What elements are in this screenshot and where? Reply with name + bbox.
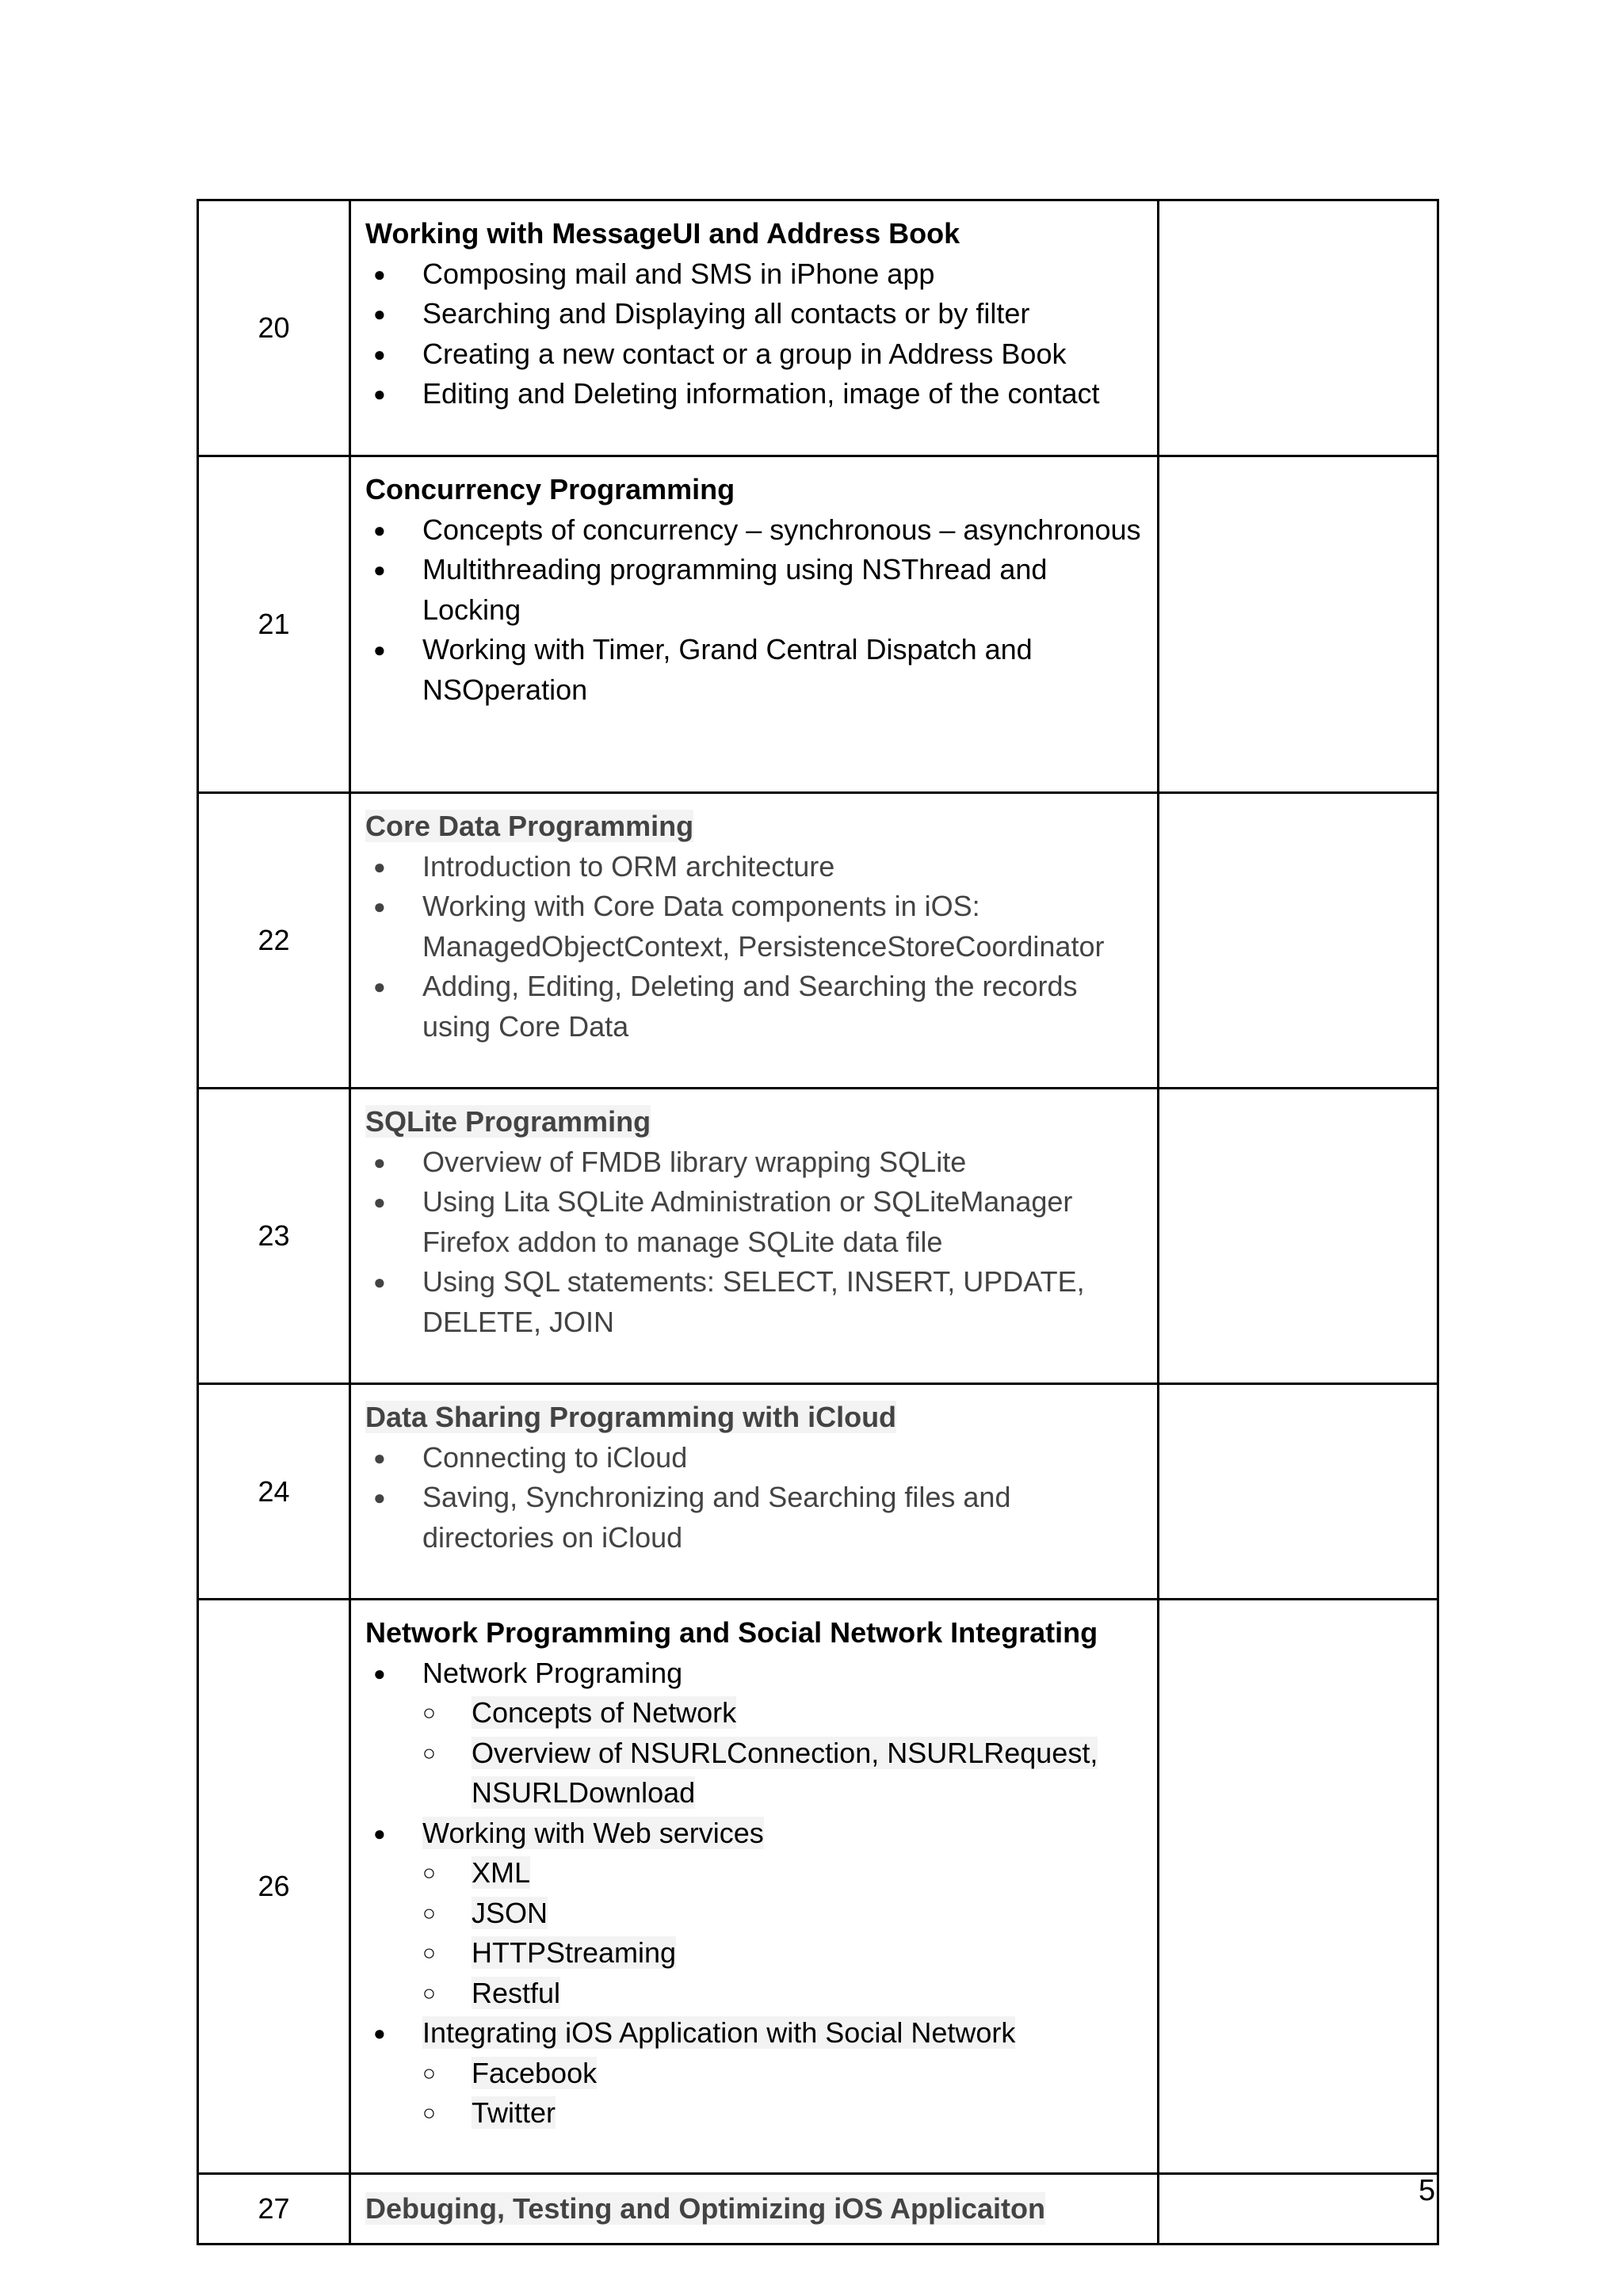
- list-item: ● Connecting to iCloud: [365, 1438, 1146, 1478]
- sub-list-item-label: Restful: [472, 1976, 561, 2009]
- topic-list: [365, 510, 1146, 711]
- list-item: ● Adding, Editing, Deleting and Searching the records using Core Data: [365, 967, 1146, 1047]
- topic-title: Debuging, Testing and Optimizing iOS Applicaiton: [365, 2191, 1045, 2225]
- list-item: ● Overview of FMDB library wrapping SQLite: [365, 1142, 1146, 1183]
- sub-list-item-label: XML: [472, 1856, 531, 1889]
- sub-list-item: [422, 1853, 1146, 1894]
- session-number: 26: [198, 1600, 350, 2174]
- topic-title: Network Programming and Social Network Integrating: [365, 1616, 1098, 1649]
- list-item: ● Composing mail and SMS in iPhone app: [365, 254, 1146, 295]
- sub-list-item: [422, 1894, 1146, 1934]
- session-number: 27: [198, 2174, 350, 2245]
- session-content: [350, 456, 1159, 793]
- list-item: ● Introduction to ORM architecture: [365, 847, 1146, 887]
- notes-cell: [1159, 200, 1438, 456]
- list-item: ● Working with Core Data components in iOS: ManagedObjectContext, PersistenceStoreCoordinator: [365, 887, 1146, 967]
- list-item: [365, 2013, 1146, 2134]
- topic-title: Core Data Programming: [365, 810, 694, 842]
- notes-cell: [1159, 456, 1438, 793]
- sub-list-item: [422, 1693, 1146, 1733]
- session-content: [350, 2174, 1159, 2245]
- notes-cell: [1159, 2174, 1438, 2245]
- sub-list-item: [422, 2093, 1146, 2134]
- list-item: [365, 1814, 1146, 2014]
- list-item: ● Concepts of concurrency – synchronous – asynchronous: [365, 510, 1146, 551]
- topic-title: Concurrency Programming: [365, 473, 735, 505]
- table-row: [198, 793, 1438, 1089]
- topic-list: [365, 847, 1146, 1047]
- session-content: [350, 1600, 1159, 2174]
- notes-cell: [1159, 1600, 1438, 2174]
- session-number: 23: [198, 1089, 350, 1384]
- session-number: 24: [198, 1384, 350, 1600]
- session-content: [350, 1089, 1159, 1384]
- list-item: [365, 1653, 1146, 1814]
- session-content: [350, 200, 1159, 456]
- session-number: 22: [198, 793, 350, 1089]
- list-item: ● Working with Timer, Grand Central Dispatch and NSOperation: [365, 630, 1146, 710]
- list-item: ● Creating a new contact or a group in Address Book: [365, 334, 1146, 375]
- topic-list: [365, 1438, 1146, 1558]
- sub-list-item: [422, 1733, 1146, 1814]
- list-item: ● Editing and Deleting information, image of the contact: [365, 374, 1146, 414]
- page-number: 5: [1419, 2174, 1436, 2207]
- sub-list-item: [422, 1974, 1146, 2014]
- sub-list-item: [422, 2054, 1146, 2094]
- list-item: ● Searching and Displaying all contacts or by filter: [365, 294, 1146, 334]
- notes-cell: [1159, 1089, 1438, 1384]
- table-row: [198, 1384, 1438, 1600]
- sub-list-item-label: Concepts of Network: [472, 1696, 737, 1729]
- sub-list: [422, 1853, 1146, 2013]
- list-item-label: Network Programing: [422, 1656, 683, 1689]
- sub-list-item-label: Twitter: [472, 2096, 556, 2129]
- topic-title: Working with MessageUI and Address Book: [365, 217, 960, 250]
- table-row: [198, 1600, 1438, 2174]
- sub-list-item-label: JSON: [472, 1896, 548, 1929]
- list-item: ● Using Lita SQLite Administration or SQLiteManager Firefox addon to manage SQLite data file: [365, 1182, 1146, 1262]
- table-row: [198, 200, 1438, 456]
- session-content: [350, 793, 1159, 1089]
- notes-cell: [1159, 1384, 1438, 1600]
- sub-list-item-label: Facebook: [472, 2056, 598, 2089]
- sub-list-item-label: HTTPStreaming: [472, 1936, 677, 1969]
- notes-cell: [1159, 793, 1438, 1089]
- sub-list-item-label: Overview of NSURLConnection, NSURLRequest, NSURLDownload: [472, 1736, 1098, 1809]
- session-number: 20: [198, 200, 350, 456]
- table-row: [198, 1089, 1438, 1384]
- list-item-label: Working with Web services: [422, 1816, 764, 1849]
- table-row: [198, 2174, 1438, 2245]
- topic-list: [365, 254, 1146, 414]
- table-row: [198, 456, 1438, 793]
- list-item: ● Saving, Synchronizing and Searching files and directories on iCloud: [365, 1478, 1146, 1558]
- topic-list: [365, 1142, 1146, 1343]
- topic-list: [365, 1653, 1146, 2134]
- session-number: 21: [198, 456, 350, 793]
- sub-list-item: [422, 1933, 1146, 1974]
- list-item: ● Using SQL statements: SELECT, INSERT, UPDATE, DELETE, JOIN: [365, 1262, 1146, 1342]
- sub-list: [422, 1693, 1146, 1814]
- topic-title: Data Sharing Programming with iCloud: [365, 1401, 897, 1433]
- topic-title: SQLite Programming: [365, 1105, 651, 1138]
- syllabus-table: [197, 199, 1439, 2245]
- list-item: ● Multithreading programming using NSThread and Locking: [365, 550, 1146, 630]
- list-item-label: Integrating iOS Application with Social Network: [422, 2016, 1016, 2049]
- session-content: [350, 1384, 1159, 1600]
- sub-list: [422, 2054, 1146, 2134]
